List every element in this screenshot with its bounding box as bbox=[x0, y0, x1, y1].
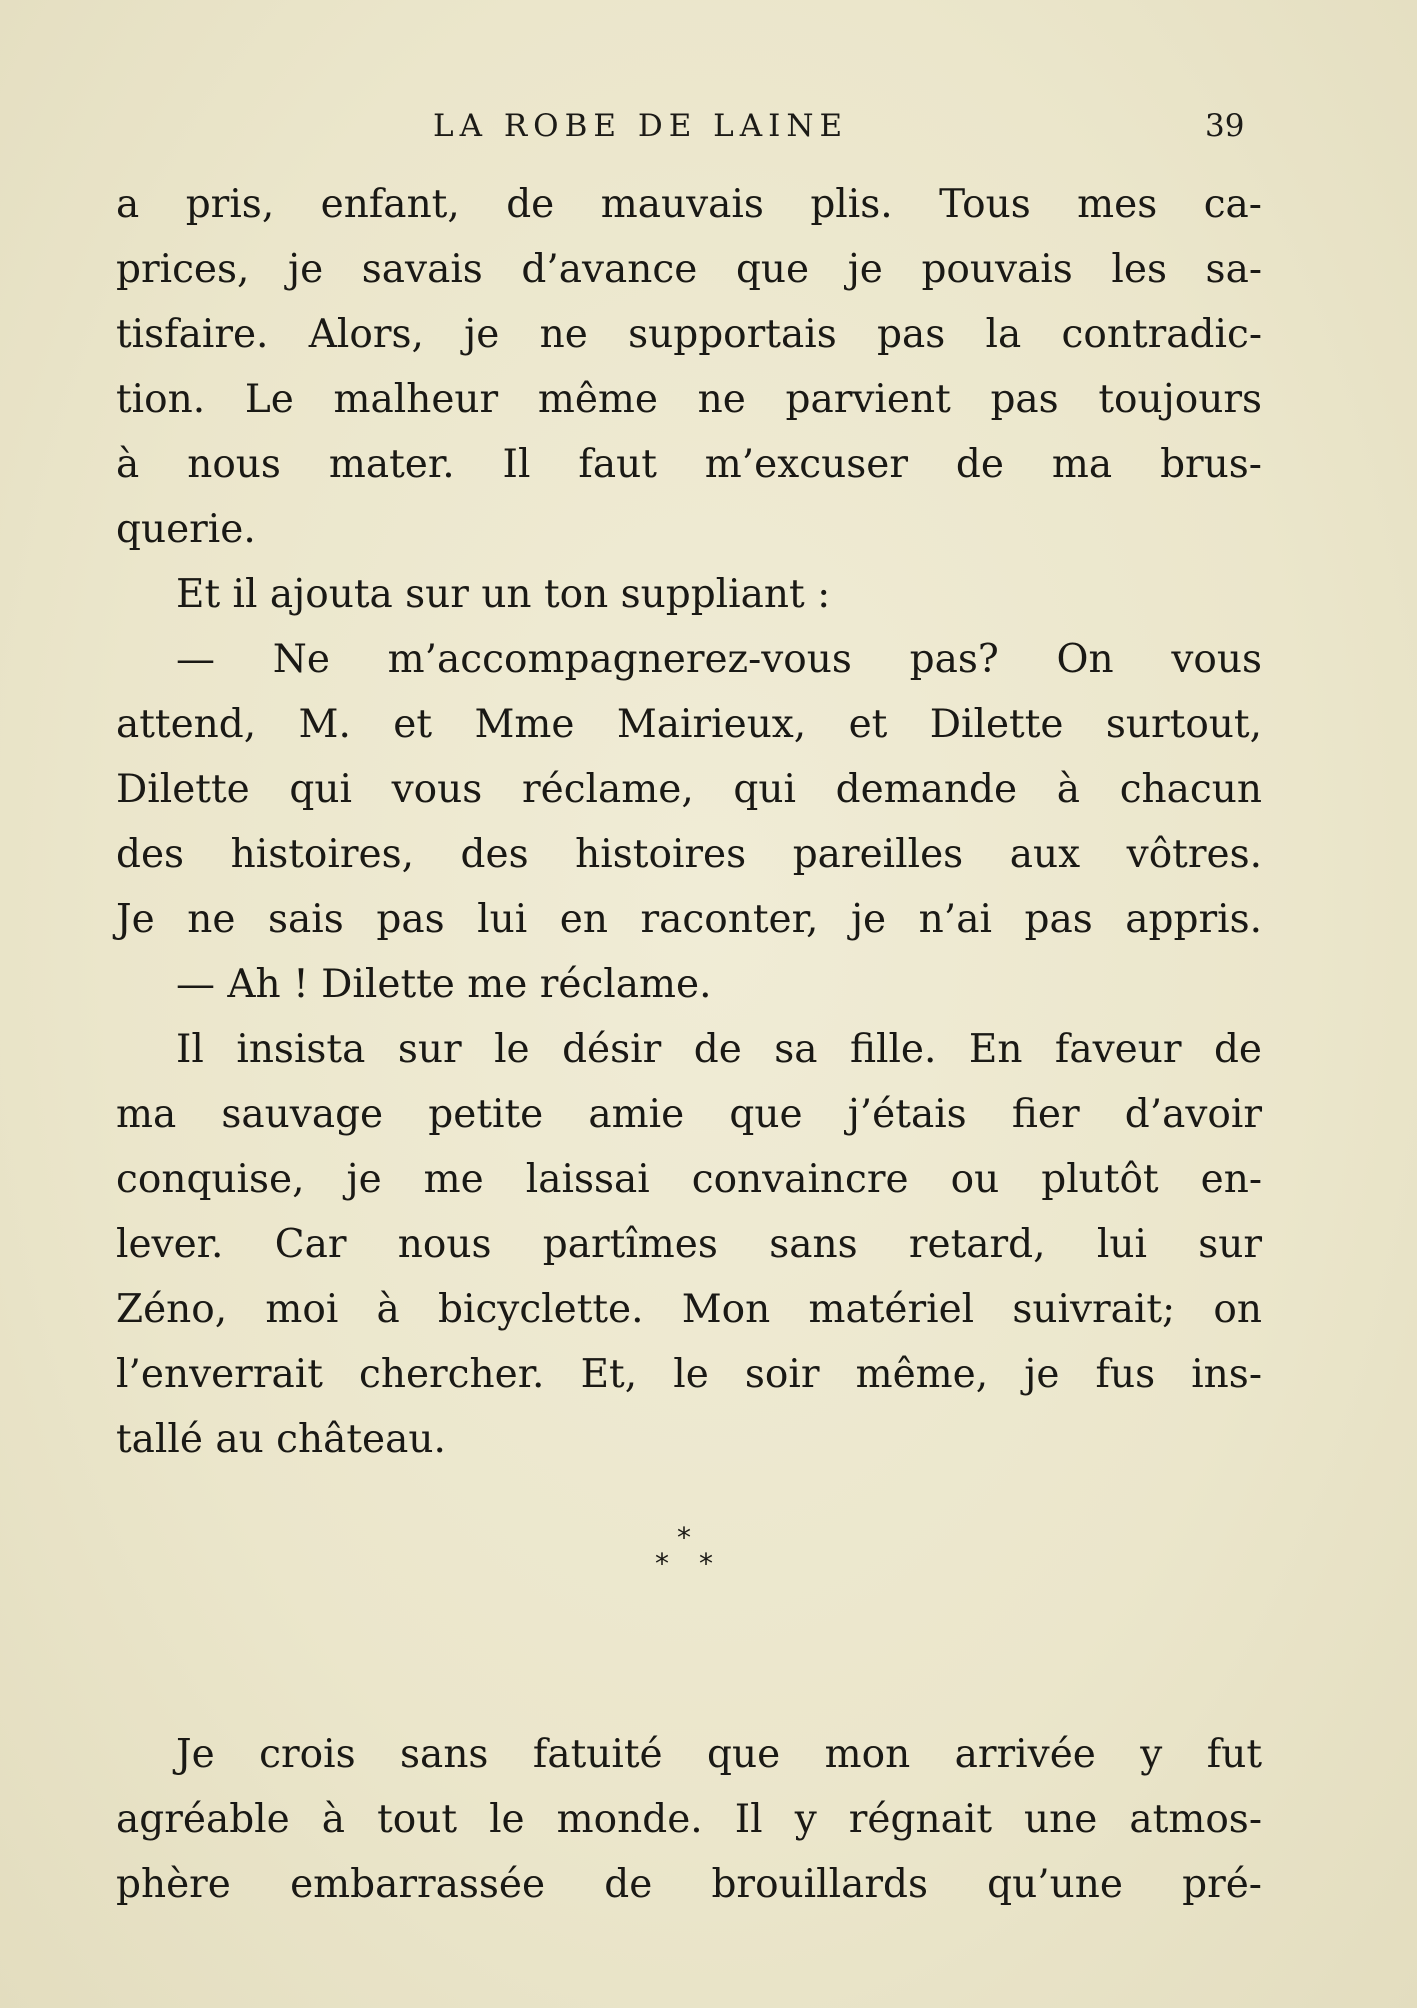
paragraph bbox=[116, 562, 1262, 627]
text-line: a pris, enfant, de mauvais plis. Tous mes ca- bbox=[116, 182, 1262, 227]
page-number: 39 bbox=[1205, 108, 1245, 144]
asterisk-icon: * bbox=[677, 1521, 691, 1554]
text-line: phère embarrassée de brouillards qu’une pré- bbox=[116, 1862, 1262, 1907]
text-line: attend, M. et Mme Mairieux, et Dilette surtout, bbox=[116, 702, 1262, 747]
text-line: Et il ajouta sur un ton suppliant : bbox=[176, 572, 831, 617]
page-header bbox=[0, 108, 1417, 158]
text-line: ma sauvage petite amie que j’étais fier d’avoir bbox=[116, 1092, 1262, 1137]
text-line: agréable à tout le monde. Il y régnait une atmos- bbox=[116, 1797, 1262, 1842]
text-line: tallé au château. bbox=[116, 1417, 446, 1462]
text-line: conquise, je me laissai convaincre ou plutôt en- bbox=[116, 1157, 1262, 1202]
text-line: Dilette qui vous réclame, qui demande à chacun bbox=[116, 767, 1262, 812]
text-line: Zéno, moi à bicyclette. Mon matériel suivrait; on bbox=[116, 1287, 1262, 1332]
running-title: LA ROBE DE LAINE bbox=[433, 108, 849, 144]
dialogue-paragraph bbox=[116, 952, 1262, 1017]
paragraph bbox=[116, 1017, 1262, 1472]
text-line: Je crois sans fatuité que mon arrivée y fut bbox=[176, 1732, 1262, 1777]
text-line: querie. bbox=[116, 507, 256, 552]
text-line: des histoires, des histoires pareilles aux vôtres. bbox=[116, 832, 1262, 877]
dialogue-paragraph bbox=[116, 627, 1262, 952]
text-line: tisfaire. Alors, je ne supportais pas la contradic- bbox=[116, 312, 1262, 357]
text-line: à nous mater. Il faut m’excuser de ma brus- bbox=[116, 442, 1262, 487]
paragraph bbox=[116, 1722, 1262, 1917]
asterisk-icon: * bbox=[655, 1547, 669, 1580]
paragraph bbox=[116, 172, 1262, 562]
text-line: — Ne m’accompagnerez-vous pas? On vous bbox=[176, 637, 1262, 682]
asterism-separator bbox=[649, 1521, 729, 1594]
text-line: Je ne sais pas lui en raconter, je n’ai pas appris. bbox=[116, 897, 1262, 942]
text-line: — Ah ! Dilette me réclame. bbox=[176, 962, 712, 1007]
text-line: Il insista sur le désir de sa fille. En faveur de bbox=[176, 1027, 1262, 1072]
text-line: prices, je savais d’avance que je pouvais les sa- bbox=[116, 247, 1262, 292]
text-line: lever. Car nous partîmes sans retard, lui sur bbox=[116, 1222, 1262, 1267]
body-text bbox=[116, 172, 1262, 1917]
asterisk-icon: * bbox=[699, 1547, 713, 1580]
section-break bbox=[116, 1472, 1262, 1722]
text-line: l’enverrait chercher. Et, le soir même, je fus ins- bbox=[116, 1352, 1262, 1397]
text-line: tion. Le malheur même ne parvient pas toujours bbox=[116, 377, 1262, 422]
